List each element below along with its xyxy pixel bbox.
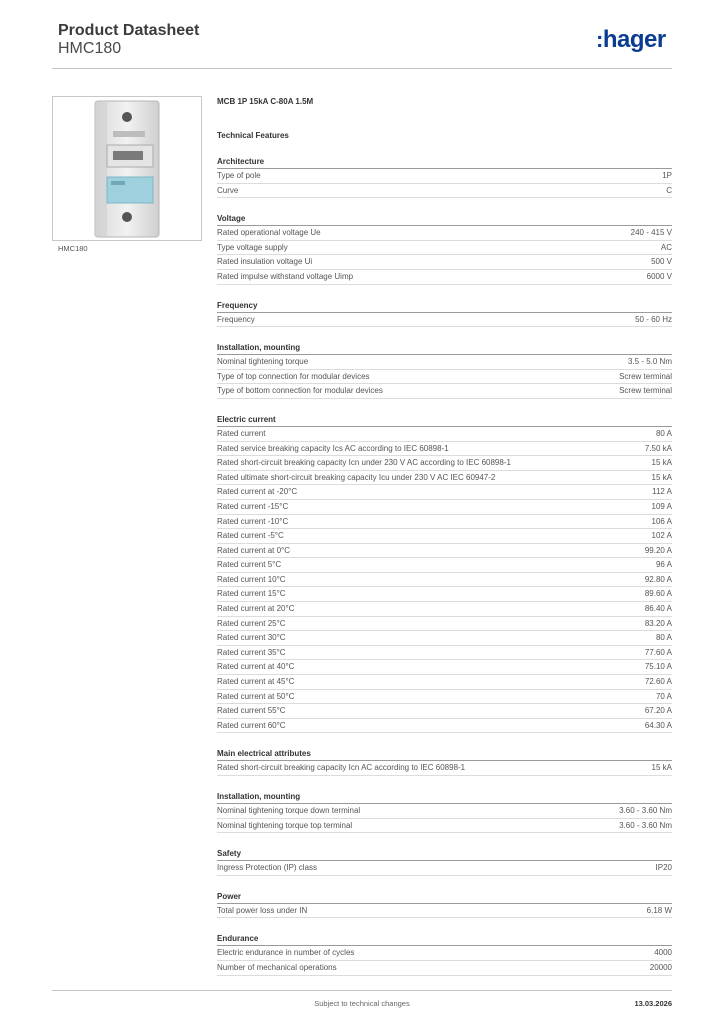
spec-value: AC: [660, 242, 672, 252]
spec-label: Rated service breaking capacity Ics AC according to IEC 60898-1: [217, 443, 449, 453]
spec-label: Type of bottom connection for modular devices: [217, 386, 383, 396]
spec-section: [217, 848, 672, 876]
spec-value: C: [666, 185, 672, 195]
section-title: Architecture: [217, 156, 672, 169]
spec-row: [217, 602, 672, 617]
spec-row: [217, 861, 672, 876]
logo-text: hager: [602, 26, 666, 53]
spec-label: Rated current -5°C: [217, 531, 284, 541]
spec-row: [217, 558, 672, 573]
spec-row: [217, 573, 672, 588]
spec-row: [217, 761, 672, 776]
spec-row: [217, 587, 672, 602]
spec-value: 6.18 W: [646, 905, 672, 915]
spec-value: 112 A: [652, 487, 672, 497]
spec-row: [217, 690, 672, 705]
section-title: Safety: [217, 848, 672, 861]
spec-row: [217, 226, 672, 241]
spec-label: Rated current 35°C: [217, 647, 286, 657]
spec-section: [217, 342, 672, 399]
section-title: Power: [217, 891, 672, 904]
spec-row: [217, 675, 672, 690]
spec-row: [217, 904, 672, 919]
spec-label: Rated current at -20°C: [217, 487, 298, 497]
spec-value: 15 kA: [651, 472, 672, 482]
spec-label: Rated current at 40°C: [217, 662, 295, 672]
spec-row: [217, 500, 672, 515]
spec-value: 67.20 A: [644, 706, 672, 716]
spec-section: [217, 300, 672, 328]
spec-label: Nominal tightening torque top terminal: [217, 820, 353, 830]
product-model: HMC180: [58, 40, 122, 57]
spec-row: [217, 529, 672, 544]
spec-value: 20000: [649, 962, 672, 972]
spec-label: Rated short-circuit breaking capacity Icn under 230 V AC according to IEC 60898-1: [217, 458, 511, 468]
product-image: [52, 96, 202, 241]
spec-value: 92.80 A: [644, 574, 672, 584]
spec-value: 3.60 - 3.60 Nm: [619, 820, 672, 830]
spec-row: [217, 384, 672, 399]
spec-row: [217, 485, 672, 500]
spec-row: [217, 515, 672, 530]
spec-row: [217, 184, 672, 199]
spec-label: Frequency: [217, 314, 255, 324]
spec-value: 80 A: [655, 633, 672, 643]
spec-section: [217, 414, 672, 733]
spec-row: [217, 427, 672, 442]
spec-value: 89.60 A: [644, 589, 672, 599]
product-title: MCB 1P 15kA C-80A 1.5M: [217, 97, 314, 106]
spec-value: Screw terminal: [619, 386, 672, 396]
spec-value: 1P: [662, 171, 672, 180]
spec-label: Rated current -15°C: [217, 501, 289, 511]
spec-value: 15 kA: [651, 763, 672, 773]
spec-label: Ingress Protection (IP) class: [217, 863, 318, 873]
footer-divider: [52, 990, 672, 991]
spec-label: Rated current at 45°C: [217, 677, 295, 687]
circuit-breaker-illustration: [53, 97, 201, 240]
spec-label: Number of mechanical operations: [217, 962, 337, 972]
header-divider: [52, 68, 672, 69]
spec-label: Rated current 5°C: [217, 560, 282, 570]
spec-label: Rated impulse withstand voltage Uimp: [217, 271, 354, 281]
spec-value: 75.10 A: [644, 662, 672, 672]
spec-row: [217, 255, 672, 270]
spec-value: 99.20 A: [644, 545, 672, 555]
spec-section: [217, 748, 672, 776]
spec-label: Type voltage supply: [217, 242, 288, 252]
features-heading: Technical Features: [217, 131, 289, 140]
spec-value: 15 kA: [651, 458, 672, 468]
footer-date: 13.03.2026: [634, 999, 672, 1008]
spec-row: [217, 646, 672, 661]
section-title: Electric current: [217, 414, 672, 427]
spec-sections: [217, 156, 672, 976]
spec-row: [217, 313, 672, 328]
spec-value: 109 A: [651, 501, 672, 511]
spec-row: [217, 946, 672, 961]
spec-label: Total power loss under IN: [217, 905, 308, 915]
spec-label: Rated operational voltage Ue: [217, 228, 321, 238]
spec-row: [217, 719, 672, 734]
section-title: Frequency: [217, 300, 672, 313]
spec-row: [217, 456, 672, 471]
spec-label: Type of pole: [217, 171, 261, 180]
spec-section: [217, 891, 672, 919]
spec-row: [217, 819, 672, 834]
section-title: Installation, mounting: [217, 791, 672, 804]
spec-value: 102 A: [651, 531, 672, 541]
spec-label: Nominal tightening torque down terminal: [217, 806, 361, 815]
spec-label: Rated current at 50°C: [217, 691, 295, 701]
spec-value: 4000: [654, 948, 672, 958]
spec-value: 77.60 A: [644, 647, 672, 657]
page-title: Product Datasheet: [58, 22, 200, 39]
spec-label: Electric endurance in number of cycles: [217, 948, 355, 958]
spec-label: Curve: [217, 185, 239, 195]
spec-row: [217, 270, 672, 285]
spec-label: Rated current at 20°C: [217, 604, 295, 614]
spec-row: [217, 370, 672, 385]
spec-row: [217, 544, 672, 559]
spec-label: Rated ultimate short-circuit breaking capacity Icu under 230 V AC IEC 60947-2: [217, 472, 496, 482]
brand-logo: [596, 26, 666, 54]
spec-row: [217, 241, 672, 256]
spec-value: 64.30 A: [644, 720, 672, 730]
spec-value: 80 A: [655, 428, 672, 438]
section-title: Endurance: [217, 933, 672, 946]
spec-label: Rated current at 0°C: [217, 545, 291, 555]
spec-section: [217, 213, 672, 284]
spec-section: [217, 933, 672, 975]
spec-value: 7.50 kA: [644, 443, 672, 453]
spec-value: 240 - 415 V: [630, 228, 672, 238]
spec-label: Rated current 25°C: [217, 618, 286, 628]
spec-row: [217, 471, 672, 486]
spec-value: 50 - 60 Hz: [635, 314, 672, 324]
spec-value: 83.20 A: [644, 618, 672, 628]
section-title: Installation, mounting: [217, 342, 672, 355]
spec-content: [217, 97, 672, 976]
spec-value: 3.5 - 5.0 Nm: [627, 357, 672, 367]
spec-label: Rated current -10°C: [217, 516, 289, 526]
spec-label: Rated insulation voltage Ui: [217, 257, 313, 267]
spec-label: Rated current 15°C: [217, 589, 286, 599]
section-title: Voltage: [217, 213, 672, 226]
spec-value: 3.60 - 3.60 Nm: [619, 806, 672, 815]
spec-row: [217, 169, 672, 184]
image-caption: HMC180: [58, 244, 88, 253]
spec-label: Rated current 60°C: [217, 720, 286, 730]
spec-value: 500 V: [651, 257, 672, 267]
spec-value: 72.60 A: [644, 677, 672, 687]
spec-row: [217, 442, 672, 457]
spec-value: IP20: [655, 863, 672, 873]
spec-row: [217, 355, 672, 370]
spec-label: Rated current 30°C: [217, 633, 286, 643]
spec-row: [217, 617, 672, 632]
spec-label: Rated current 55°C: [217, 706, 286, 716]
spec-row: [217, 704, 672, 719]
spec-value: 86.40 A: [644, 604, 672, 614]
footer-note: Subject to technical changes: [314, 999, 410, 1008]
spec-label: Rated current: [217, 428, 266, 438]
spec-value: 96 A: [655, 560, 672, 570]
spec-value: 70 A: [655, 691, 672, 701]
spec-label: Nominal tightening torque: [217, 357, 309, 367]
spec-label: Rated current 10°C: [217, 574, 286, 584]
spec-value: Screw terminal: [619, 371, 672, 381]
spec-row: [217, 660, 672, 675]
spec-value: 106 A: [651, 516, 672, 526]
spec-row: [217, 961, 672, 976]
spec-row: [217, 631, 672, 646]
section-title: Main electrical attributes: [217, 748, 672, 761]
spec-label: Type of top connection for modular devices: [217, 371, 370, 381]
spec-row: [217, 804, 672, 819]
spec-section: [217, 791, 672, 833]
spec-value: 6000 V: [646, 271, 672, 281]
spec-section: [217, 156, 672, 198]
logo-dots: :: [596, 27, 603, 52]
spec-label: Rated short-circuit breaking capacity Icn AC according to IEC 60898-1: [217, 763, 466, 773]
